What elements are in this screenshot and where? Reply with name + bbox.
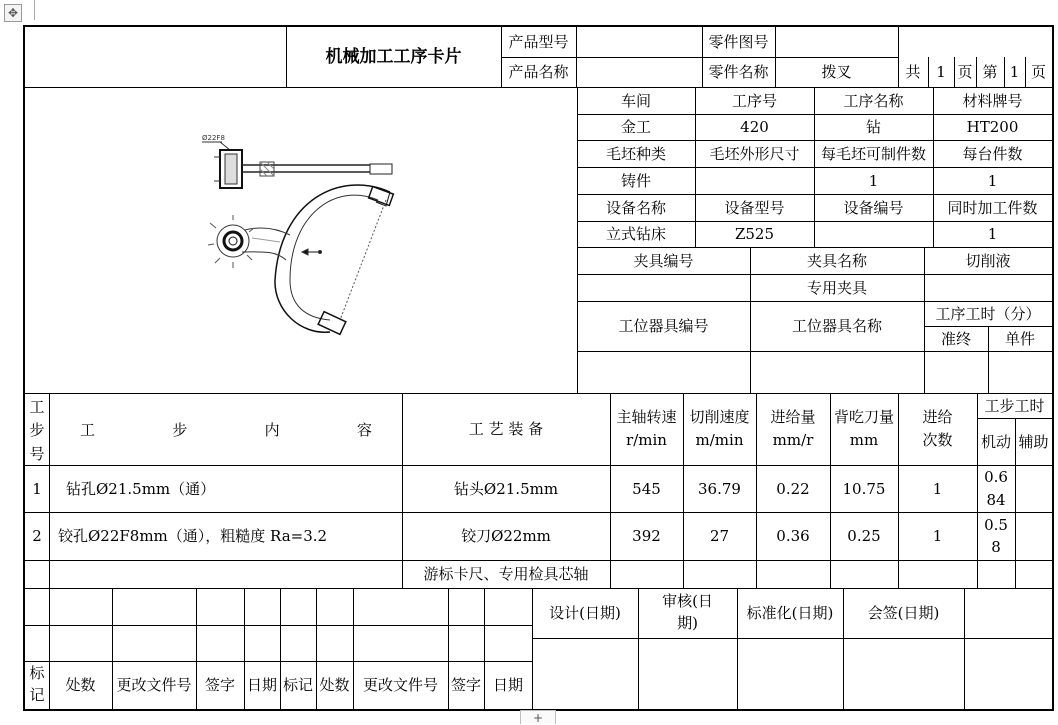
coolant-value[interactable] bbox=[924, 274, 1052, 301]
sign-label-2: 签字 bbox=[450, 676, 481, 694]
depth-cell[interactable]: 0.25 bbox=[847, 527, 881, 545]
blank-type-label: 毛坯种类 bbox=[605, 144, 666, 163]
step-no-header: 工 步 号 bbox=[29, 398, 45, 463]
page-unit-1: 页 bbox=[957, 63, 973, 81]
date-label: 日期 bbox=[246, 676, 277, 694]
step-equipment-cell[interactable]: 钻头Ø21.5mm bbox=[453, 479, 559, 498]
step-equipment-cell[interactable]: 铰刀Ø22mm bbox=[461, 527, 551, 545]
fixture-name-label: 夹具名称 bbox=[806, 251, 867, 270]
count-label: 处数 bbox=[65, 676, 96, 694]
sign-label: 签字 bbox=[204, 676, 235, 694]
parts-per-blank-label: 每毛坯可制件数 bbox=[820, 144, 926, 163]
depth-header: 背吃刀量 mm bbox=[833, 407, 894, 449]
count-label-2: 处数 bbox=[319, 676, 350, 694]
change-doc-label: 更改文件号 bbox=[116, 676, 192, 694]
page-unit-2: 页 bbox=[1030, 63, 1046, 81]
op-name-label: 工序名称 bbox=[843, 91, 904, 110]
change-doc-label-2: 更改文件号 bbox=[362, 676, 438, 694]
feed-cell[interactable]: 0.22 bbox=[776, 479, 810, 498]
total-pages-value[interactable]: 1 bbox=[936, 63, 946, 81]
part-name-label: 零件名称 bbox=[708, 63, 769, 81]
page-no-prefix: 第 bbox=[982, 63, 998, 81]
step-content-cell[interactable]: 铰孔Ø22F8mm（通），粗糙度 Ra=3.2 bbox=[58, 527, 328, 545]
equip-no-value[interactable] bbox=[814, 221, 933, 247]
step-no-cell[interactable]: 1 bbox=[32, 479, 42, 498]
unit-time-label: 单件 bbox=[1004, 329, 1035, 348]
equip-model-value[interactable]: Z525 bbox=[734, 225, 775, 243]
op-name-value[interactable]: 钻 bbox=[865, 118, 881, 136]
parts-per-blank-value[interactable]: 1 bbox=[868, 171, 879, 190]
step-content-header: 工 步 内 容 bbox=[80, 420, 372, 439]
product-model-value[interactable] bbox=[576, 27, 702, 57]
cutting-speed-header: 切削速度 m/min bbox=[689, 407, 750, 449]
table-move-handle-icon[interactable]: ✥ bbox=[4, 4, 22, 22]
aux-time-header: 辅助 bbox=[1018, 432, 1049, 451]
workshop-value[interactable]: 金工 bbox=[620, 118, 651, 136]
spindle-speed-cell[interactable]: 545 bbox=[632, 479, 661, 498]
feed-header: 进给量 mm/r bbox=[770, 407, 816, 449]
op-time-label: 工序工时（分） bbox=[935, 304, 1041, 323]
add-row-plus-icon[interactable]: + bbox=[520, 710, 556, 724]
product-name-label: 产品名称 bbox=[508, 63, 569, 81]
fixture-name-value[interactable]: 专用夹具 bbox=[806, 278, 867, 297]
standardize-date-label: 标准化(日期) bbox=[746, 604, 834, 622]
blank-size-value[interactable] bbox=[695, 167, 814, 194]
page-no-value[interactable]: 1 bbox=[1009, 63, 1020, 81]
design-date-label: 设计(日期) bbox=[549, 604, 621, 622]
step-no-cell[interactable]: 2 bbox=[32, 527, 42, 545]
depth-cell[interactable]: 10.75 bbox=[842, 479, 886, 498]
machine-time-cell[interactable]: 0.6 84 bbox=[984, 468, 1008, 509]
step-content-cell[interactable]: 钻孔Ø21.5mm（通） bbox=[66, 479, 216, 498]
part-name-value[interactable]: 拨叉 bbox=[821, 63, 852, 81]
total-pages-prefix: 共 bbox=[905, 63, 921, 81]
spindle-speed-header: 主轴转速 r/min bbox=[616, 407, 677, 449]
machine-time-cell[interactable]: 0.5 8 bbox=[984, 515, 1008, 556]
blank-size-label: 毛坯外形尺寸 bbox=[709, 144, 800, 163]
passes-header: 进给 次数 bbox=[922, 407, 953, 449]
station-tool-name-label: 工位器具名称 bbox=[791, 317, 882, 335]
spindle-speed-cell[interactable]: 392 bbox=[632, 527, 661, 545]
equip-no-label: 设备编号 bbox=[843, 198, 904, 217]
machine-time-header: 机动 bbox=[980, 432, 1011, 451]
equip-name-value[interactable]: 立式钻床 bbox=[605, 225, 666, 243]
coolant-label: 切削液 bbox=[965, 251, 1011, 270]
part-drawing-no-value[interactable] bbox=[775, 27, 898, 57]
ruler-tick bbox=[34, 0, 35, 20]
op-no-value[interactable]: 420 bbox=[740, 118, 769, 136]
countersign-date-label: 会签(日期) bbox=[867, 604, 940, 622]
workshop-label: 车间 bbox=[620, 91, 651, 110]
passes-cell[interactable]: 1 bbox=[932, 479, 943, 498]
product-model-label: 产品型号 bbox=[508, 33, 569, 51]
fixture-no-value[interactable] bbox=[577, 274, 750, 301]
passes-cell[interactable]: 1 bbox=[932, 527, 943, 545]
material-value[interactable]: HT200 bbox=[966, 118, 1019, 136]
simultaneous-value[interactable]: 1 bbox=[987, 225, 998, 243]
equipment-header: 工 艺 装 备 bbox=[468, 420, 544, 438]
step-time-header: 工步工时 bbox=[984, 396, 1045, 415]
product-name-value[interactable] bbox=[576, 57, 702, 87]
review-date-label: 审核(日 期) bbox=[662, 592, 713, 632]
fixture-no-label: 夹具编号 bbox=[633, 251, 694, 270]
material-label: 材料牌号 bbox=[962, 91, 1023, 110]
blank-type-value[interactable]: 铸件 bbox=[620, 171, 651, 190]
equip-model-label: 设备型号 bbox=[724, 198, 785, 217]
op-no-label: 工序号 bbox=[731, 91, 777, 110]
parts-per-unit-value[interactable]: 1 bbox=[987, 171, 998, 190]
date-label-2: 日期 bbox=[492, 676, 523, 694]
part-drawing-no-label: 零件图号 bbox=[708, 33, 769, 51]
cutting-speed-cell[interactable]: 36.79 bbox=[698, 479, 741, 498]
card-title: 机械加工工序卡片 bbox=[325, 46, 462, 67]
prep-time-label: 准终 bbox=[940, 329, 971, 348]
mark-label-2: 标记 bbox=[282, 676, 313, 694]
inspection-tools-cell[interactable]: 游标卡尺、专用检具芯轴 bbox=[423, 565, 589, 583]
cutting-speed-cell[interactable]: 27 bbox=[709, 527, 730, 545]
simultaneous-label: 同时加工件数 bbox=[947, 198, 1038, 217]
feed-cell[interactable]: 0.36 bbox=[776, 527, 810, 545]
shift-fork-sketch bbox=[190, 120, 420, 360]
station-tool-no-label: 工位器具编号 bbox=[618, 317, 709, 335]
equip-name-label: 设备名称 bbox=[605, 198, 666, 217]
parts-per-unit-label: 每台件数 bbox=[962, 144, 1023, 163]
sketch-dim-label: Ø22F8 bbox=[202, 134, 225, 142]
mark-label: 标 记 bbox=[29, 664, 45, 704]
